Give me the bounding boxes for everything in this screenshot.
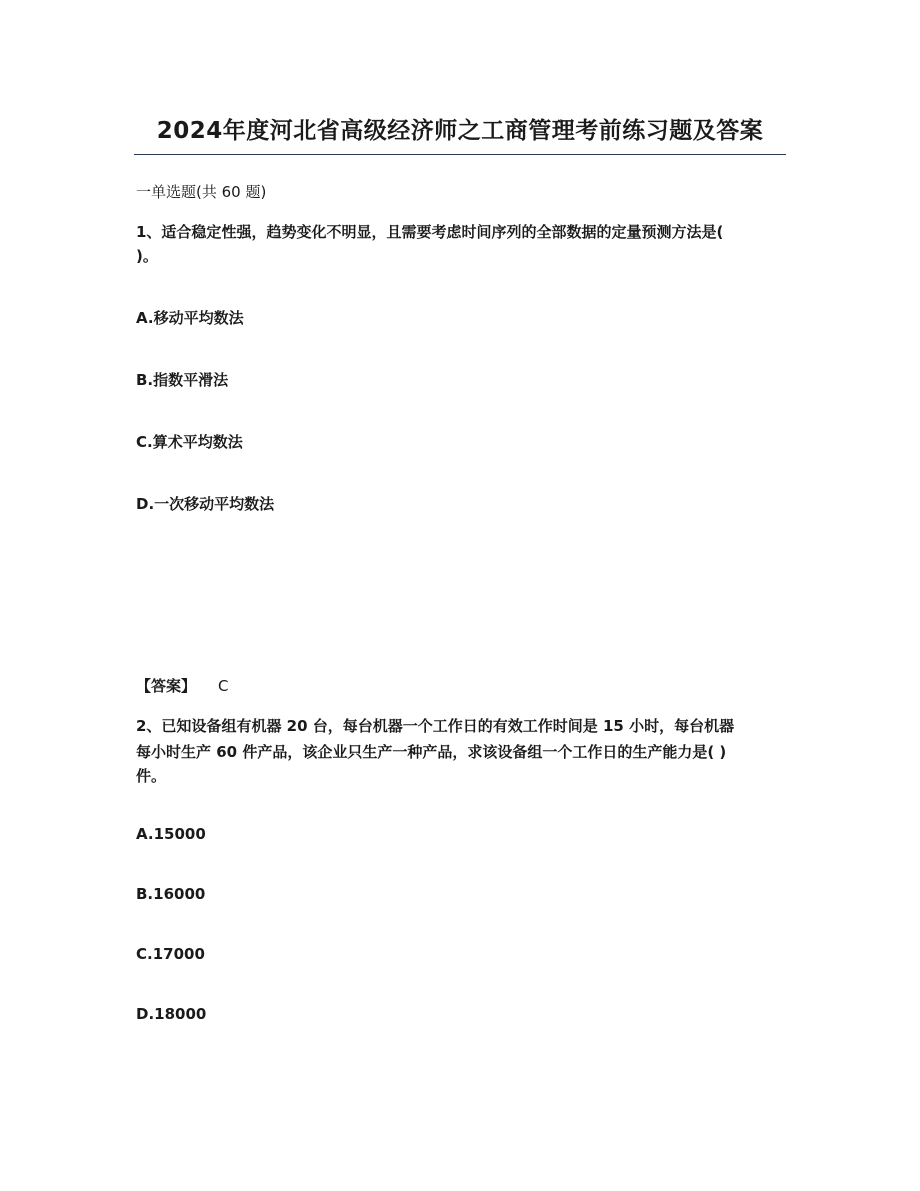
question-2-stem-line-3: 件。 bbox=[136, 767, 167, 785]
page-title: 2024年度河北省高级经济师之工商管理考前练习题及答案 bbox=[156, 118, 764, 144]
question-1-option-d: D.一次移动平均数法 bbox=[136, 495, 275, 513]
answer-label: 【答案】 bbox=[136, 677, 197, 695]
question-2-option-b: B.16000 bbox=[136, 885, 206, 903]
question-1-answer bbox=[136, 676, 229, 696]
question-2-stem-line-1: 2、已知设备组有机器 20 台，每台机器一个工作日的有效工作时间是 15 小时，每台机器 bbox=[136, 717, 735, 735]
question-1-stem-line-2: )。 bbox=[136, 247, 158, 265]
question-1-option-a: A.移动平均数法 bbox=[136, 309, 244, 327]
question-2-option-c: C.17000 bbox=[136, 945, 205, 963]
question-1-option-c: C.算术平均数法 bbox=[136, 433, 243, 451]
question-1-option-b: B.指数平滑法 bbox=[136, 371, 229, 389]
section-heading: 一单选题(共 60 题) bbox=[136, 183, 267, 201]
question-2-option-a: A.15000 bbox=[136, 825, 206, 843]
question-2-stem-line-2: 每小时生产 60 件产品，该企业只生产一种产品，求该设备组一个工作日的生产能力是( ) bbox=[136, 743, 727, 761]
question-1-stem-line-1: 1、适合稳定性强，趋势变化不明显，且需要考虑时间序列的全部数据的定量预测方法是( bbox=[136, 223, 724, 241]
answer-value: C bbox=[218, 677, 229, 695]
question-2-option-d: D.18000 bbox=[136, 1005, 207, 1023]
title-underline bbox=[134, 154, 786, 155]
